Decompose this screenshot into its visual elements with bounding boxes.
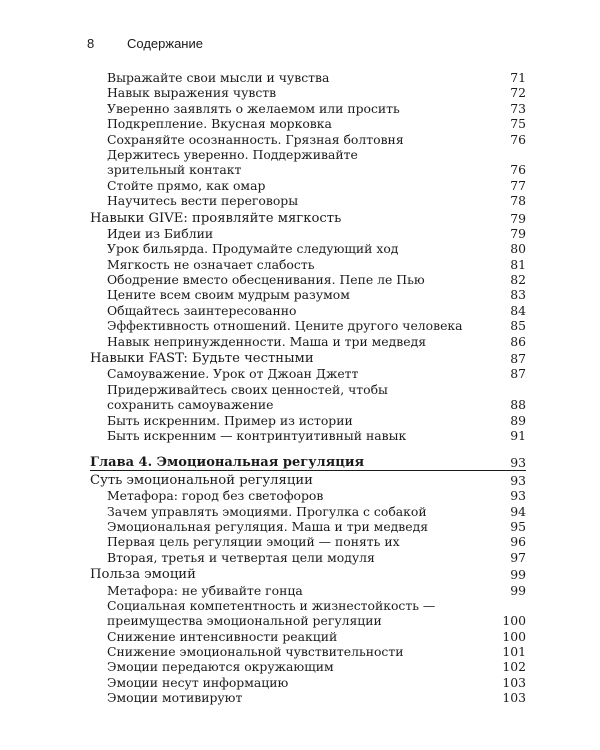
toc-chapter-entry: [90, 455, 526, 470]
toc-subsection-entry: [90, 583, 526, 598]
toc-subsection-entry: [90, 675, 526, 690]
toc-entry-title: Стойте прямо, как омар: [107, 177, 266, 193]
toc-subsection-entry: [90, 413, 526, 428]
toc-entry-page: 75: [510, 116, 526, 132]
toc-section-entry: [90, 351, 526, 366]
toc-subsection-entry: [90, 272, 526, 287]
toc-entry-page: 103: [502, 690, 526, 706]
toc-entry-title: Навык непринужденности. Маша и три медведя: [107, 333, 427, 349]
toc-entry-title: Польза эмоций: [90, 567, 196, 583]
toc-subsection-entry: [90, 147, 526, 162]
toc-subsection-entry: [90, 70, 526, 85]
toc-entry-title: Первая цель регуляции эмоций — понять их: [107, 534, 400, 550]
toc-subsection-entry: [90, 241, 526, 256]
toc-entry-title: Эмоции несут информацию: [107, 674, 289, 690]
toc-entry-title: Снижение эмоциональной чувствительности: [107, 644, 404, 660]
toc-entry-page: 100: [502, 628, 526, 644]
toc-subsection-entry: [90, 132, 526, 147]
toc-entry-title: сохранить самоуважение: [107, 397, 274, 413]
toc-entry-page: 85: [510, 318, 526, 334]
toc-entry-page: 76: [510, 162, 526, 178]
toc-entry-title: Подкрепление. Вкусная морковка: [107, 116, 332, 132]
toc-entry-page: 73: [510, 100, 526, 116]
toc-entry-page: 101: [502, 644, 526, 660]
toc-entry-title: Придерживайтесь своих ценностей, чтобы: [107, 381, 388, 397]
toc-subsection-entry: [90, 397, 526, 412]
toc-entry-title: Глава 4. Эмоциональная регуляция: [90, 455, 365, 471]
toc-entry-page: 86: [510, 333, 526, 349]
toc-entry-title: Зачем управлять эмоциями. Прогулка с собакой: [107, 503, 427, 519]
toc-subsection-entry: [90, 334, 526, 349]
toc-subsection-entry: [90, 613, 526, 628]
toc-subsection-entry: [90, 85, 526, 100]
toc-entry-page: 93: [510, 455, 526, 471]
toc-section-entry: [90, 567, 526, 582]
toc-entry-title: Метафора: не убивайте гонца: [107, 582, 303, 598]
toc-subsection-entry: [90, 644, 526, 659]
toc-subsection-entry: [90, 162, 526, 177]
toc-entry-page: 95: [510, 518, 526, 534]
toc-entry-title: Быть искренним. Пример из истории: [107, 412, 353, 428]
toc-entry-page: 103: [502, 674, 526, 690]
toc-subsection-entry: [90, 303, 526, 318]
toc-subsection-entry: [90, 366, 526, 381]
toc-subsection-entry: [90, 257, 526, 272]
toc-entry-page: 79: [510, 210, 526, 226]
toc-subsection-entry: [90, 428, 526, 443]
toc-subsection-entry: [90, 226, 526, 241]
toc-section-entry: [90, 211, 526, 226]
toc-subsection-entry: [90, 382, 526, 397]
toc-entry-page: 81: [510, 256, 526, 272]
toc-entry-title: Снижение интенсивности реакций: [107, 628, 338, 644]
toc-entry-page: 91: [510, 427, 526, 443]
toc-entry-page: 94: [510, 503, 526, 519]
toc-entry-title: Цените всем своим мудрым разумом: [107, 287, 350, 303]
toc-entry-title: Держитесь уверенно. Поддерживайте: [107, 146, 358, 162]
toc-entry-title: Навык выражения чувств: [107, 85, 277, 101]
toc-entry-title: Навыки GIVE: проявляйте мягкость: [90, 210, 342, 226]
toc-entry-page: 96: [510, 534, 526, 550]
chapter-underline: [90, 470, 526, 471]
toc-entry-title: Выражайте свои мысли и чувства: [107, 70, 330, 85]
toc-section-entry: [90, 473, 526, 488]
toc-entry-page: 83: [510, 287, 526, 303]
toc-subsection-entry: [90, 101, 526, 116]
toc-entry-title: Общайтесь заинтересованно: [107, 302, 297, 318]
toc-entry-title: Эмоции мотивируют: [107, 690, 243, 706]
toc-entry-page: 97: [510, 549, 526, 565]
toc-subsection-entry: [90, 488, 526, 503]
toc-entry-page: 87: [510, 351, 526, 367]
toc-entry-title: Сохраняйте осознанность. Грязная болтовня: [107, 131, 404, 147]
toc-subsection-entry: [90, 193, 526, 208]
toc-entry-page: 99: [510, 567, 526, 583]
toc-entry-page: 71: [510, 70, 526, 85]
toc-entry-page: 72: [510, 85, 526, 101]
toc-entry-page: 80: [510, 241, 526, 257]
toc-entry-title: Идеи из Библии: [107, 225, 214, 241]
toc-subsection-entry: [90, 629, 526, 644]
toc-entry-title: Навыки FAST: Будьте честными: [90, 351, 314, 367]
toc-entry-title: зрительный контакт: [107, 162, 242, 178]
toc-subsection-entry: [90, 550, 526, 565]
toc-entry-title: Научитесь вести переговоры: [107, 193, 299, 209]
toc-entry-page: 102: [502, 659, 526, 675]
toc-entry-title: преимущества эмоциональной регуляции: [107, 613, 382, 629]
toc-entry-title: Эмоции передаются окружающим: [107, 659, 334, 675]
toc-entry-title: Уверенно заявлять о желаемом или просить: [107, 100, 400, 116]
toc-entry-title: Быть искренним — контринтуитивный навык: [107, 427, 407, 443]
toc-entry-page: 99: [510, 582, 526, 598]
table-of-contents: [90, 70, 526, 706]
toc-entry-page: 82: [510, 272, 526, 288]
toc-entry-title: Вторая, третья и четвертая цели модуля: [107, 549, 375, 565]
toc-subsection-entry: [90, 519, 526, 534]
toc-entry-page: 100: [502, 613, 526, 629]
toc-entry-title: Суть эмоциональной регуляции: [90, 472, 313, 488]
toc-entry-page: 79: [510, 225, 526, 241]
toc-entry-page: 84: [510, 302, 526, 318]
toc-subsection-entry: [90, 534, 526, 549]
toc-entry-page: 76: [510, 131, 526, 147]
toc-entry-page: 93: [510, 488, 526, 504]
toc-entry-page: 87: [510, 366, 526, 382]
toc-subsection-entry: [90, 318, 526, 333]
toc-subsection-entry: [90, 598, 526, 613]
header-title: Содержание: [127, 36, 203, 51]
toc-entry-title: Урок бильярда. Продумайте следующий ход: [107, 241, 399, 257]
toc-entry-title: Ободрение вместо обесценивания. Пепе ле Пью: [107, 272, 425, 288]
toc-entry-title: Эмоциональная регуляция. Маша и три медведя: [107, 518, 429, 534]
toc-entry-page: 89: [510, 412, 526, 428]
toc-entry-title: Самоуважение. Урок от Джоан Джетт: [107, 366, 359, 382]
toc-subsection-entry: [90, 659, 526, 674]
toc-subsection-entry: [90, 504, 526, 519]
toc-entry-title: Социальная компетентность и жизнестойкость —: [107, 597, 436, 613]
toc-subsection-entry: [90, 178, 526, 193]
running-header: [87, 36, 203, 51]
toc-entry-title: Мягкость не означает слабость: [107, 256, 315, 272]
toc-entry-page: 78: [510, 193, 526, 209]
toc-subsection-entry: [90, 116, 526, 131]
toc-subsection-entry: [90, 690, 526, 705]
toc-entry-page: 77: [510, 177, 526, 193]
toc-entry-page: 93: [510, 472, 526, 488]
toc-entry-title: Эффективность отношений. Цените другого человека: [107, 318, 463, 334]
toc-entry-page: 88: [510, 397, 526, 413]
header-page-number: 8: [87, 36, 95, 51]
toc-entry-title: Метафора: город без светофоров: [107, 488, 324, 504]
toc-subsection-entry: [90, 287, 526, 302]
